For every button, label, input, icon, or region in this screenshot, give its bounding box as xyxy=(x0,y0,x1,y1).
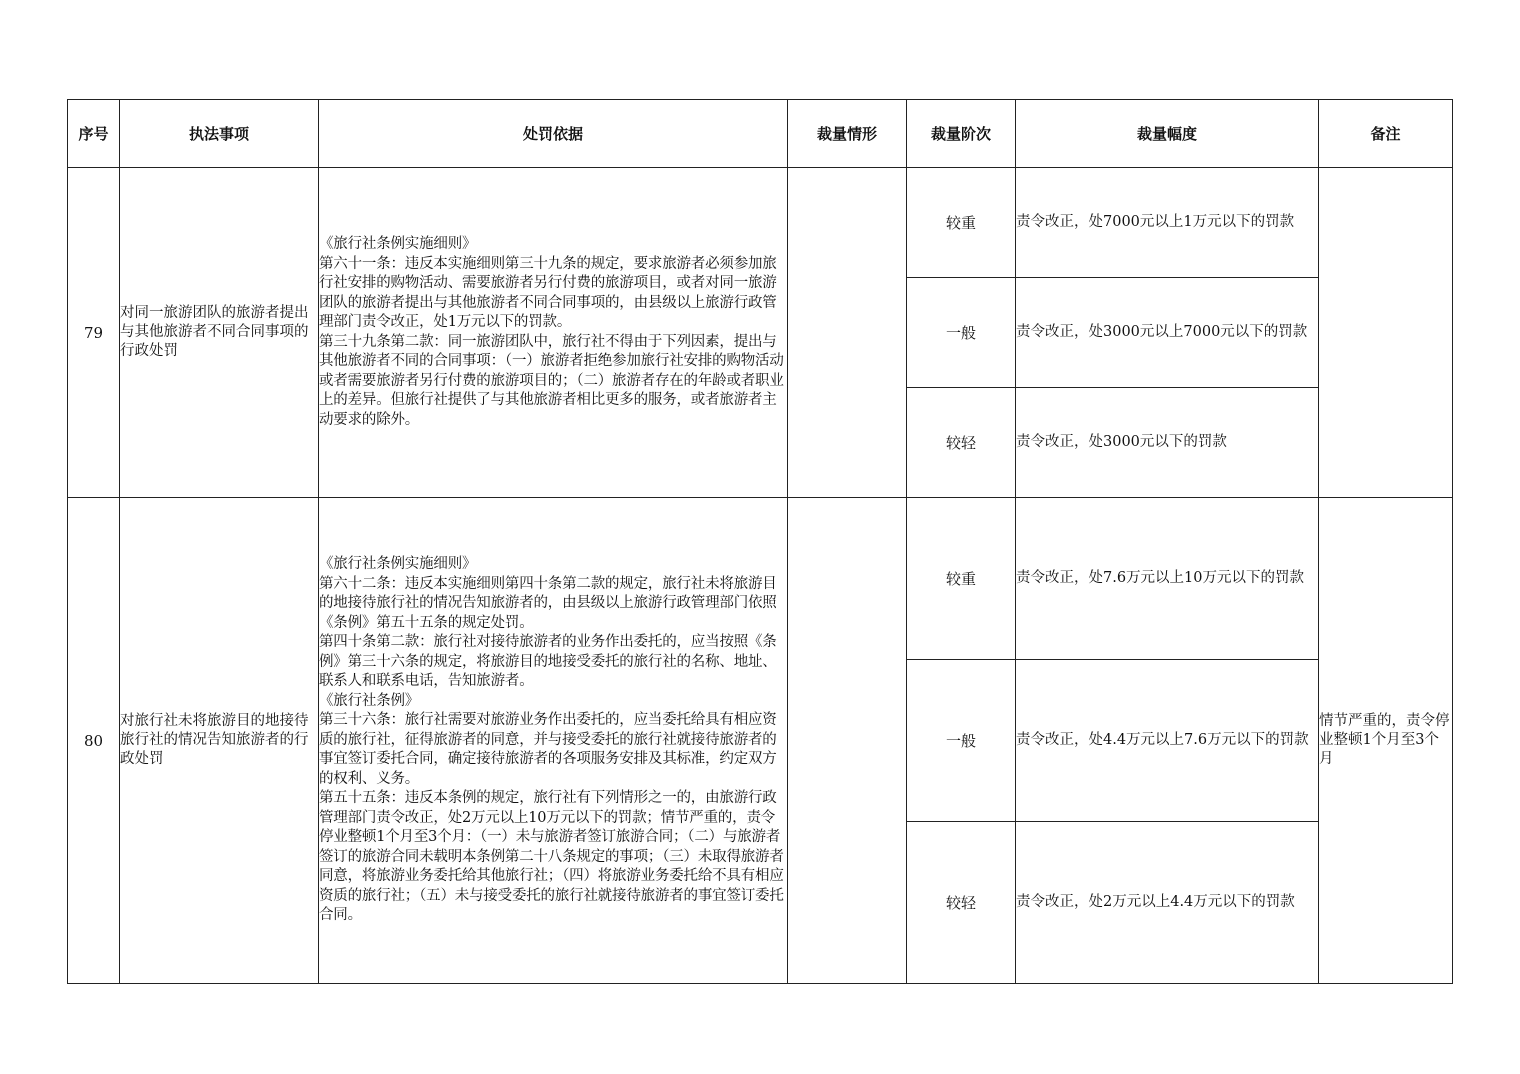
row-remark xyxy=(1319,168,1453,498)
row-range: 责令改正，处2万元以上4.4万元以下的罚款 xyxy=(1016,822,1319,984)
header-basis: 处罚依据 xyxy=(319,100,788,168)
header-range: 裁量幅度 xyxy=(1016,100,1319,168)
header-remark: 备注 xyxy=(1319,100,1453,168)
row-situation xyxy=(788,168,907,498)
row-level: 较重 xyxy=(907,498,1016,660)
row-level: 较重 xyxy=(907,168,1016,278)
row-item: 对同一旅游团队的旅游者提出与其他旅游者不同合同事项的行政处罚 xyxy=(120,168,319,498)
row-situation xyxy=(788,498,907,984)
table-row xyxy=(68,498,1453,660)
row-remark: 情节严重的，责令停业整顿1个月至3个月 xyxy=(1319,498,1453,984)
header-item: 执法事项 xyxy=(120,100,319,168)
row-level: 一般 xyxy=(907,278,1016,388)
row-item: 对旅行社未将旅游目的地接待旅行社的情况告知旅游者的行政处罚 xyxy=(120,498,319,984)
row-basis xyxy=(319,168,788,498)
row-range: 责令改正，处4.4万元以上7.6万元以下的罚款 xyxy=(1016,660,1319,822)
row-seq: 79 xyxy=(68,168,120,498)
header-row xyxy=(68,100,1453,168)
penalty-table xyxy=(67,99,1453,984)
row-range: 责令改正，处7.6万元以上10万元以下的罚款 xyxy=(1016,498,1319,660)
header-level: 裁量阶次 xyxy=(907,100,1016,168)
row-range: 责令改正，处3000元以上7000元以下的罚款 xyxy=(1016,278,1319,388)
header-situation: 裁量情形 xyxy=(788,100,907,168)
table-row xyxy=(68,168,1453,278)
row-range: 责令改正，处7000元以上1万元以下的罚款 xyxy=(1016,168,1319,278)
row-range: 责令改正，处3000元以下的罚款 xyxy=(1016,388,1319,498)
row-basis xyxy=(319,498,788,984)
row-seq: 80 xyxy=(68,498,120,984)
row-level: 较轻 xyxy=(907,388,1016,498)
header-seq: 序号 xyxy=(68,100,120,168)
row-level: 一般 xyxy=(907,660,1016,822)
row-basis-text: 《旅行社条例实施细则》 第六十二条：违反本实施细则第四十条第二款的规定，旅行社未将旅游目的地接待旅行社的情况告知旅游者的，由县级以上旅游行政管理部门依照《条例》第五十五条的规定处罚。 第四十条第二款：旅行社对接待旅游者的业务作出委托的，应当按照《条例》第三十六条的规定，将旅游目的地接受委托的旅行社的名称、地址、联系人和联系电话，告知旅游者。 《旅行社条例》 第三十六条：旅行社需要对旅游业务作出委托的，应当委托给具有相应资质的旅行社，征得旅游者的同意，并与接受委托的旅行社就接待旅游者的事宜签订委托合同，确定接待旅游者的各项服务安排及其标准，约定双方的权利、义务。 第五十五条：违反本条例的规定，旅行社有下列情形之一的，由旅游行政管理部门责令改正，处2万元以上10万元以下的罚款；情节严重的，责令停业整顿1个月至3个月：（一）未与旅游者签订旅游合同；（二）与旅游者签订的旅游合同未载明本条例第二十八条规定的事项；（三）未取得旅游者同意，将旅游业务委托给其他旅行社；（四）将旅游业务委托给不具有相应资质的旅行社；（五）未与接受委托的旅行社就接待旅游者的事宜签订委托合同。 xyxy=(319,556,784,924)
row-level: 较轻 xyxy=(907,822,1016,984)
row-basis-text: 《旅行社条例实施细则》 第六十一条：违反本实施细则第三十九条的规定，要求旅游者必须参加旅行社安排的购物活动、需要旅游者另行付费的旅游项目，或者对同一旅游团队的旅游者提出与其他旅游者不同合同事项的，由县级以上旅游行政管理部门责令改正，处1万元以下的罚款。 第三十九条第二款：同一旅游团队中，旅行社不得由于下列因素，提出与其他旅游者不同的合同事项：（一）旅游者拒绝参加旅行社安排的购物活动或者需要旅游者另行付费的旅游项目的；（二）旅游者存在的年龄或者职业上的差异。但旅行社提供了与其他旅游者相比更多的服务，或者旅游者主动要求的除外。 xyxy=(319,236,784,428)
